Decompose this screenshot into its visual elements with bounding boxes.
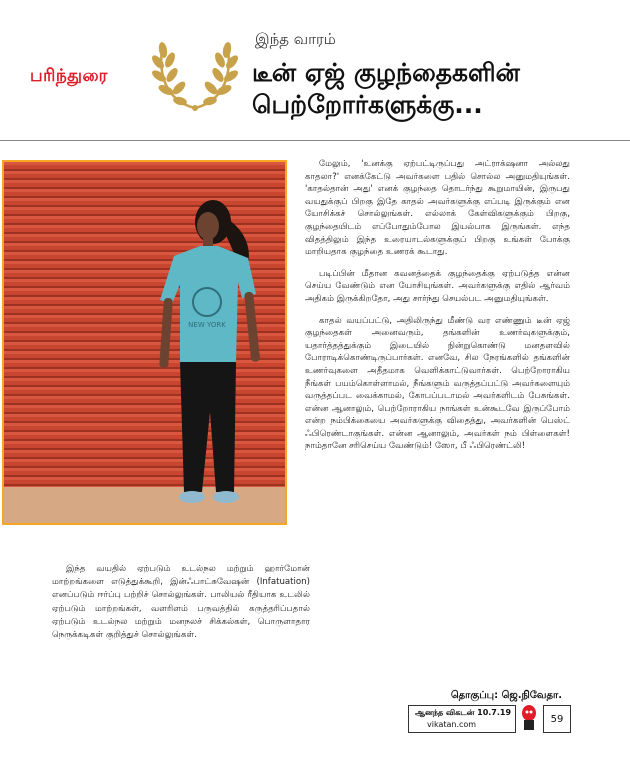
floor [4,487,285,523]
laurel-wreath-icon [150,28,240,114]
right-paragraph-1: மேலும், 'உனக்கு ஏற்பட்டிருப்பது அட்ராக்‌ஷனா அல்லது காதலா?' எனக்கேட்டு அவர்களை பதில் சொல்ல அனுமதியுங்கள். 'காதல்தான் அது' எனக் குழந்தை தொடர்ந்து கூறுமாயின், இருபது வயதுக்குப் பிறகு இதே காதல் அவர்களுக்கு எப்படி இருக்கும் என யோசிக்கச் சொல்லுங்கள். எல்லாக் கேள்விகளுக்கும் பிறகு, குழந்தையிடம் எப்போதும்போல இயல்பாக இருங்கள். எந்த விதத்திலும் இந்த உரையாடல்களுக்குப் பிறகு உங்கள் போக்கு மாறியதாக குழந்தை உணரக் கூடாது. [305,159,570,258]
header-divider [0,140,630,141]
headline-line-1: டீன் ஏஜ் குழந்தைகளின் [252,58,520,87]
section-label: பரிந்துரை [30,66,108,86]
article-photo [2,160,287,525]
headline-line-2: பெற்றோர்களுக்கு... [252,90,483,119]
article-header [0,0,630,140]
website-link[interactable]: vikatan.com [427,720,477,729]
shutter-background [4,162,285,487]
kicker-text: இந்த வாரம் [255,30,336,48]
right-column [305,158,570,462]
right-paragraph-2: படிப்பின் மீதான கவனத்தைக் குழந்தைக்கு ஏற்படுத்த என்ன செய்ய வேண்டும் என யோசியுங்கள். அவர்களுக்கு எதில் ஆர்வம் அதிகம் இருக்கிறதோ, அது சார்ந்து செயல்பட அனுமதியுங்கள். [305,268,570,304]
magazine-footer [408,705,516,733]
photo-teen-girl [4,162,285,523]
left-column-text: இந்த வயதில் ஏற்படும் உடல்நல மற்றும் ஹார்மோன் மாற்றங்களை எடுத்துக்கூறி, இன்ஃபாட்சுவேஷன் (Infatuation) எனப்படும் ஈர்ப்பு பற்றிச் சொல்லுங்கள். பாலியல் ரீதியாக உடலில் ஏற்படும் மாற்றங்கள், வளரிளம் பருவத்தில் கருத்தரிப்பதால் ஏற்படும் உடல்நல மற்றும் மனநலச் சிக்கல்கள், பொருளாதார நெருக்கடிகள் குறித்துச் சொல்லுங்கள். [52,564,310,641]
shirt-print: NEW YORK [188,321,226,329]
right-paragraph-3: காதல் வயப்பட்டு, அதிலிருந்து மீண்டு வர எண்ணும் டீன் ஏஜ் குழந்தைகள் அனைவரும், தங்களின் உணர்வுகளுக்கும், யதார்த்தத்துக்கும் இடையில் நின்றுகொண்டு மனதளவில் போராடிக்கொண்டிருப்பார்கள். எனவே, சில நேரங்களில் தங்களின் உணர்வுகளை அதீதமாக வெளிக்காட்டுவார்கள். பெற்றோராகிய நீங்கள் பயம்கொள்ளாமல், நீங்களும் வருத்தப்பட்டு அவர்களையும் வருத்தப்பட வைக்காமல், கோபப்படாமல் அவர்களிடம் பேசுங்கள். என்ன ஆனாலும், பெற்றோராகிய நாங்கள் உன்கூடவே இருப்போம் என்ற நம்பிக்கையை அவர்களுக்கு விதைத்து, அவர்களின் பெஸ்ட் ஃபிரெண்டாகுங்கள். என்ன ஆனாலும், அவர்கள் நம் பிள்ளைகள்! நாம்தானே சரிசெய்ய வேண்டும்! ஸோ, பீ ஃபிரெண்ட்லி! [305,315,570,452]
vikatan-mascot-icon [518,703,540,731]
magazine-issue: ஆனந்த விகடன் 10.7.19 [415,708,512,717]
author-credit: தொகுப்பு: ஜெ.நிவேதா. [450,690,562,701]
page-number: 59 [543,705,571,733]
